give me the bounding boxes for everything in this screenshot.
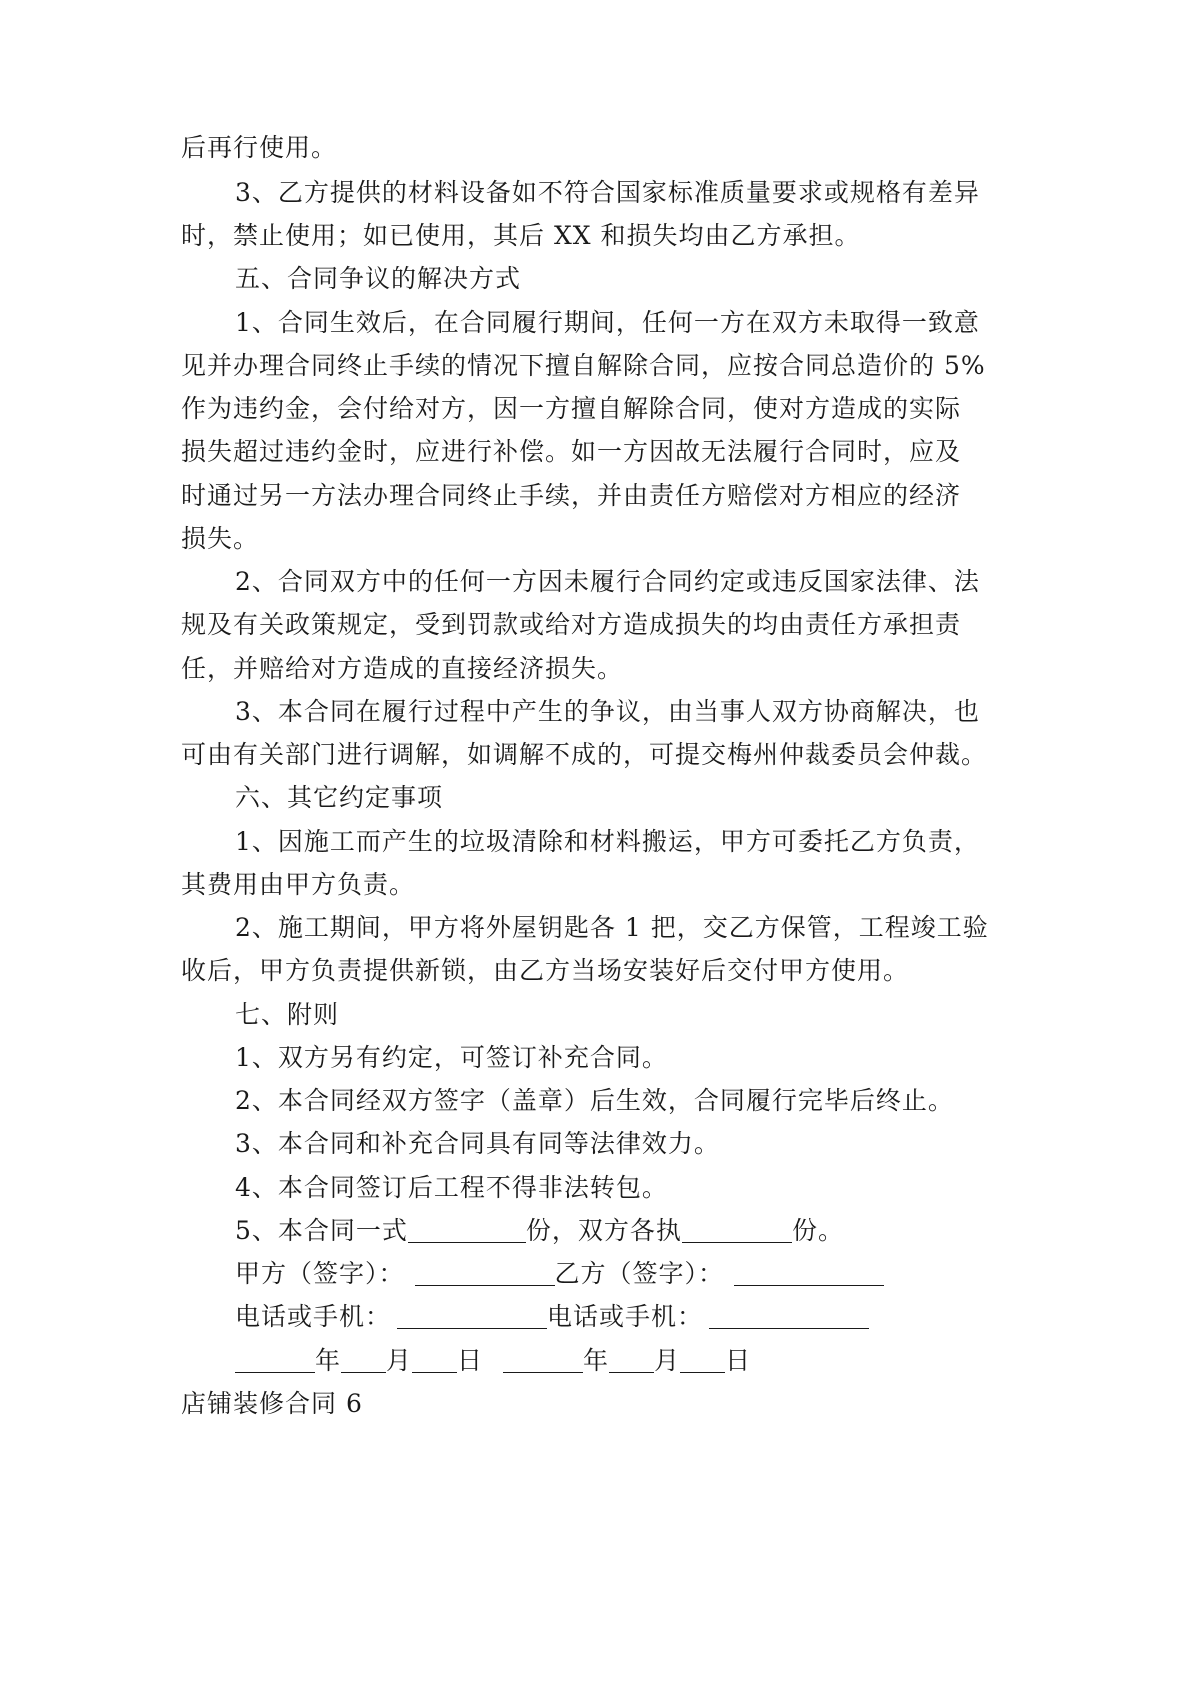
party-a-phone-blank[interactable] — [397, 1302, 547, 1329]
party-b-day-blank[interactable] — [680, 1346, 725, 1373]
paragraph-line: 见并办理合同终止手续的情况下擅自解除合同，应按合同总造价的 5% — [181, 351, 986, 380]
copies-prefix: 5、本合同一式 — [235, 1216, 408, 1245]
paragraph-line: 1、合同生效后，在合同履行期间，任何一方在双方未取得一致意 — [235, 308, 980, 337]
paragraph-line: 2、施工期间，甲方将外屋钥匙各 1 把，交乙方保管，工程竣工验 — [235, 913, 989, 942]
phone-line — [235, 1300, 869, 1334]
paragraph-line: 2、本合同经双方签字（盖章）后生效，合同履行完毕后终止。 — [235, 1086, 954, 1115]
paragraph-line: 3、本合同在履行过程中产生的争议，由当事人双方协商解决，也 — [235, 697, 980, 726]
paragraph-line: 其费用由甲方负责。 — [181, 870, 416, 899]
party-b-phone-label: 电话或手机： — [547, 1302, 704, 1331]
day-label: 日 — [457, 1346, 484, 1375]
party-a-signature-label: 甲方（签字）： — [235, 1259, 405, 1288]
paragraph-line: 4、本合同签订后工程不得非法转包。 — [235, 1173, 668, 1202]
paragraph-line: 后再行使用。 — [181, 133, 338, 162]
signature-line — [235, 1257, 884, 1291]
section-heading: 七、附则 — [235, 1000, 340, 1029]
date-line — [235, 1344, 751, 1378]
section-heading: 五、合同争议的解决方式 — [235, 264, 522, 293]
copies-each-blank[interactable] — [682, 1216, 792, 1243]
party-a-phone-label: 电话或手机： — [235, 1302, 392, 1331]
paragraph-line: 损失。 — [181, 524, 260, 553]
paragraph-line: 时通过另一方法办理合同终止手续，并由责任方赔偿对方相应的经济 — [181, 481, 962, 510]
year-label: 年 — [583, 1346, 610, 1375]
paragraph-line: 1、双方另有约定，可签订补充合同。 — [235, 1043, 668, 1072]
month-label: 月 — [654, 1346, 681, 1375]
copies-total-blank[interactable] — [408, 1216, 526, 1243]
day-label: 日 — [725, 1346, 752, 1375]
paragraph-line: 可由有关部门进行调解，如调解不成的，可提交梅州仲裁委员会仲裁。 — [181, 740, 988, 769]
paragraph-line: 时，禁止使用；如已使用，其后 XX 和损失均由乙方承担。 — [181, 221, 861, 250]
party-a-month-blank[interactable] — [341, 1346, 386, 1373]
copies-line — [235, 1214, 844, 1248]
party-a-signature-blank[interactable] — [415, 1259, 555, 1286]
party-b-year-blank[interactable] — [503, 1346, 583, 1373]
paragraph-line: 作为违约金，会付给对方，因一方擅自解除合同，使对方造成的实际 — [181, 394, 962, 423]
party-a-year-blank[interactable] — [235, 1346, 315, 1373]
party-b-signature-label: 乙方（签字）： — [554, 1259, 725, 1288]
party-b-phone-blank[interactable] — [709, 1302, 869, 1329]
year-label: 年 — [315, 1346, 342, 1375]
month-label: 月 — [386, 1346, 413, 1375]
paragraph-line: 3、本合同和补充合同具有同等法律效力。 — [235, 1129, 720, 1158]
section-heading: 六、其它约定事项 — [235, 783, 444, 812]
paragraph-line: 损失超过违约金时，应进行补偿。如一方因故无法履行合同时，应及 — [181, 437, 962, 466]
paragraph-line: 规及有关政策规定，受到罚款或给对方造成损失的均由责任方承担责 — [181, 610, 962, 639]
paragraph-line: 3、乙方提供的材料设备如不符合国家标准质量要求或规格有差异 — [235, 178, 980, 207]
paragraph-line: 任，并赔给对方造成的直接经济损失。 — [181, 654, 624, 683]
paragraph-line: 2、合同双方中的任何一方因未履行合同约定或违反国家法律、法 — [235, 567, 980, 596]
paragraph-line: 1、因施工而产生的垃圾清除和材料搬运，甲方可委托乙方负责， — [235, 827, 980, 856]
copies-suffix: 份。 — [791, 1216, 844, 1245]
party-b-signature-blank[interactable] — [734, 1259, 884, 1286]
next-document-title: 店铺装修合同 6 — [181, 1389, 363, 1418]
party-a-day-blank[interactable] — [412, 1346, 457, 1373]
party-b-month-blank[interactable] — [609, 1346, 654, 1373]
paragraph-line: 收后，甲方负责提供新锁，由乙方当场安装好后交付甲方使用。 — [181, 956, 910, 985]
copies-mid: 份，双方各执 — [525, 1216, 682, 1245]
